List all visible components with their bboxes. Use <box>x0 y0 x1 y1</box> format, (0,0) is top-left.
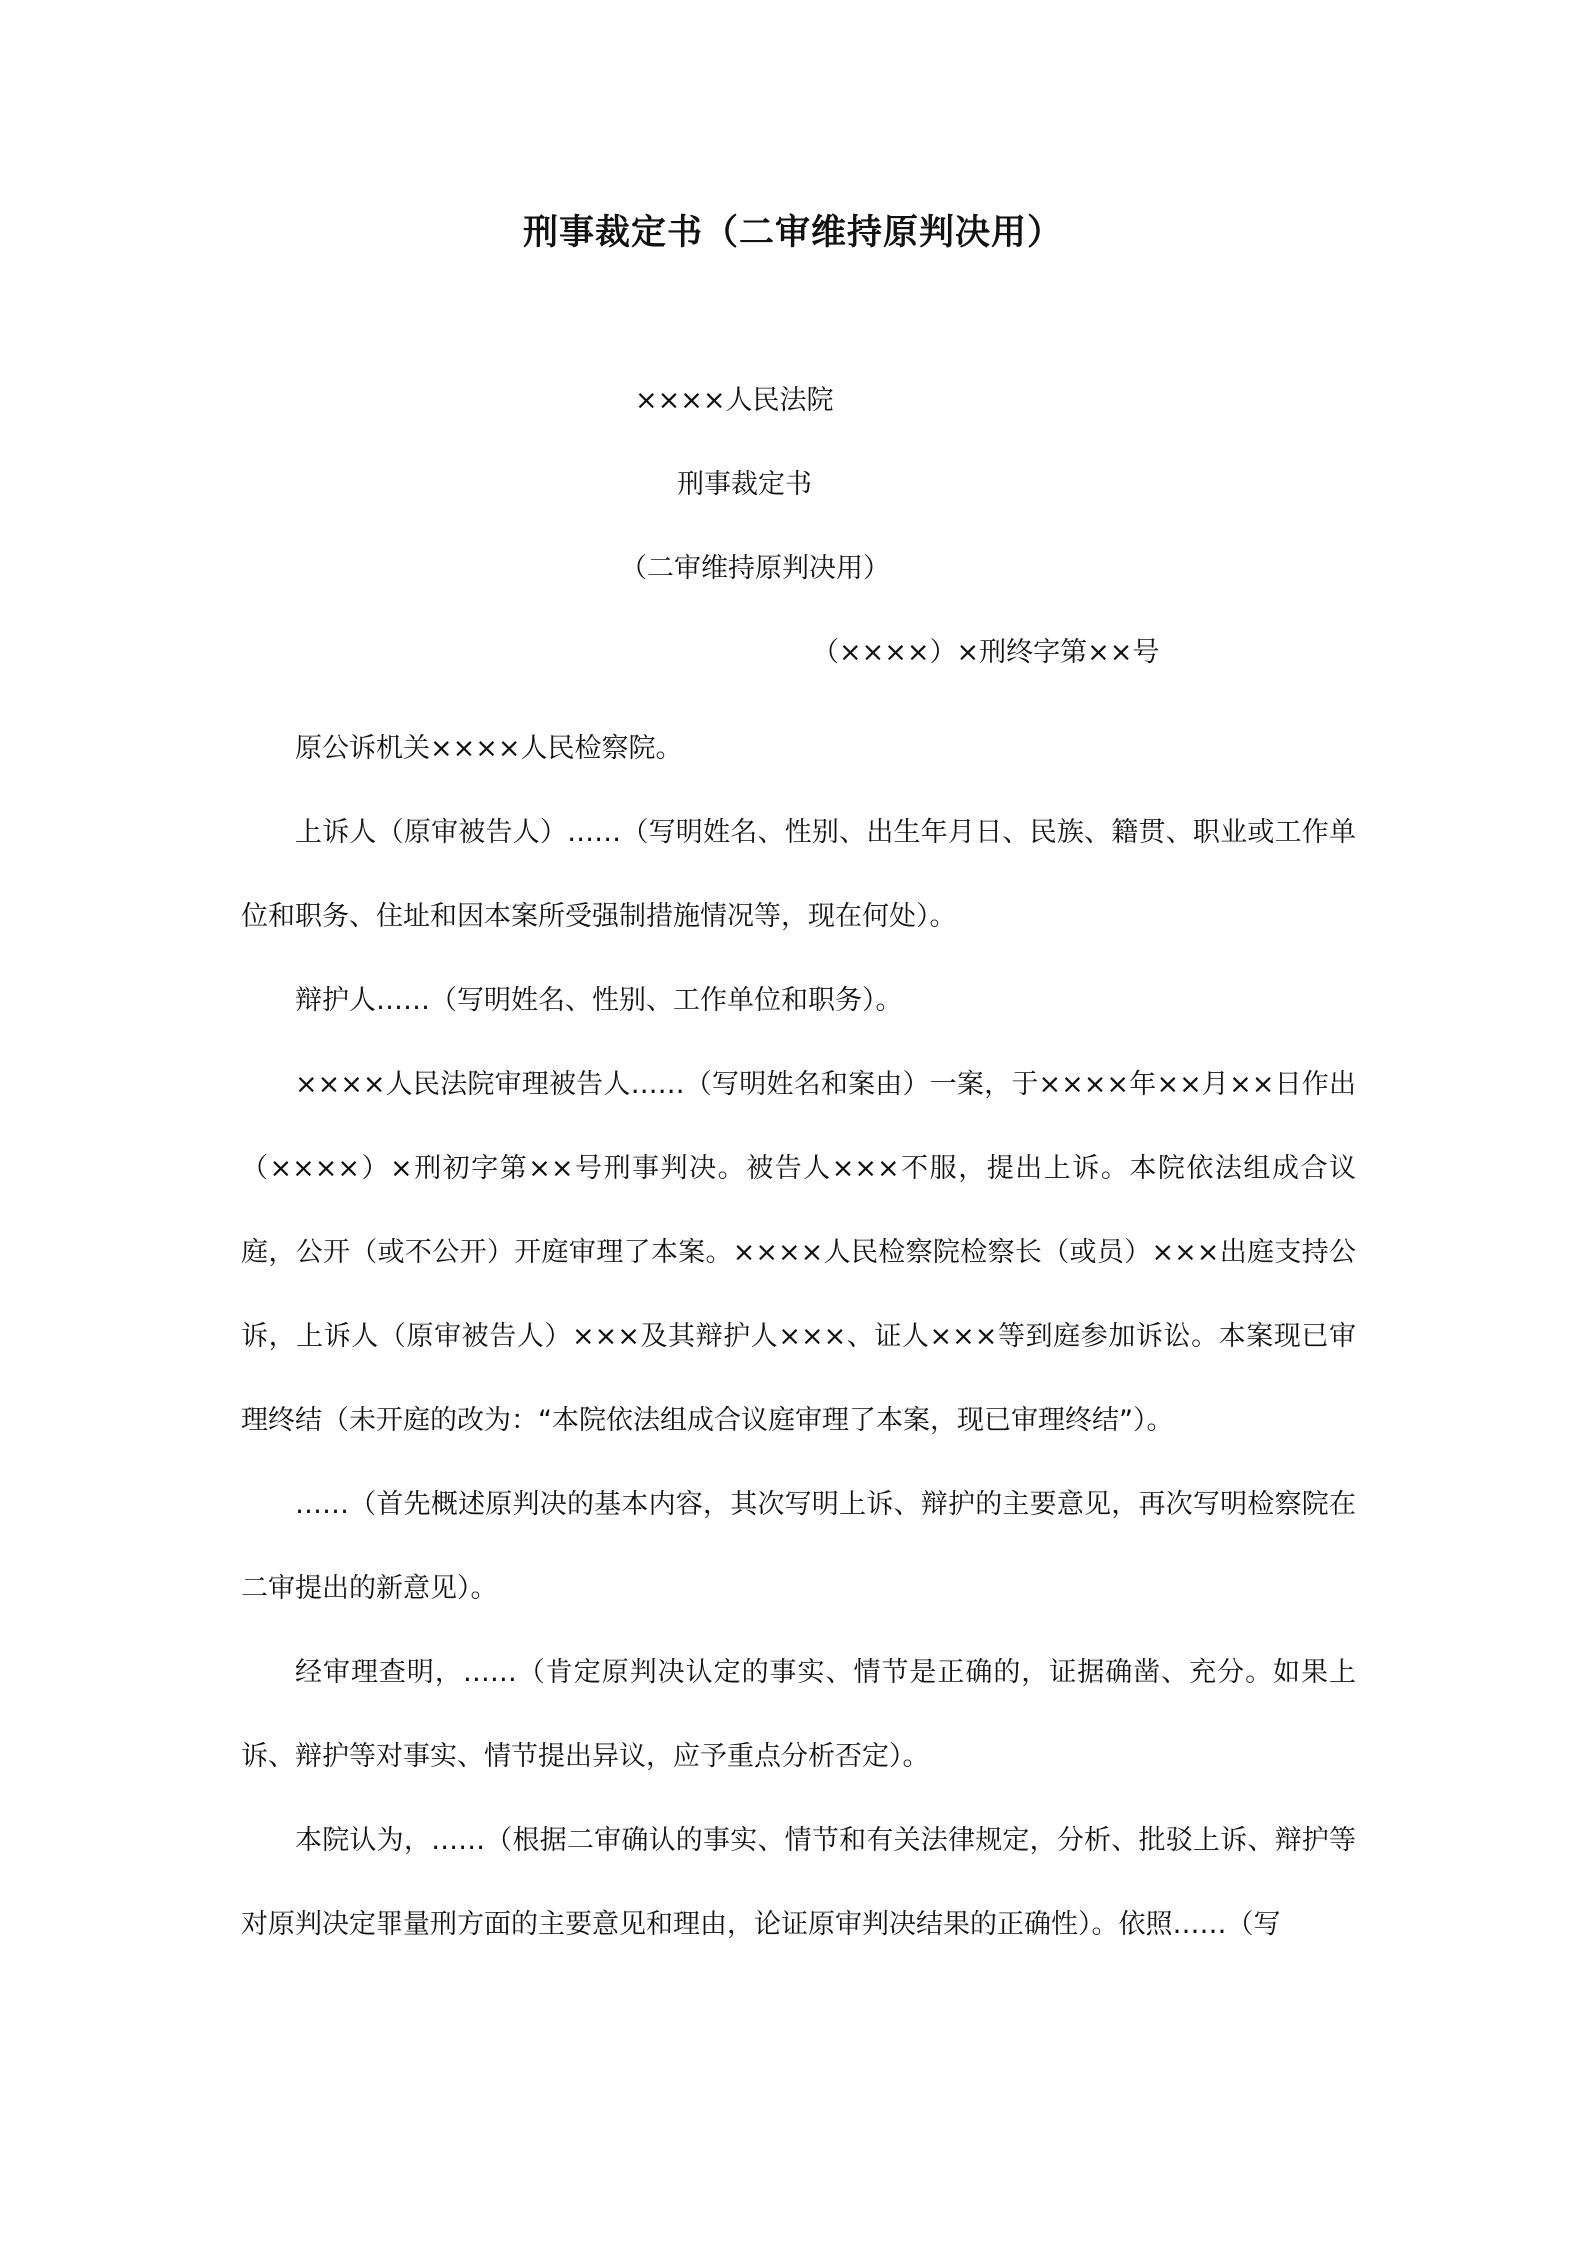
paragraph-findings: 经审理查明，……（肯定原判决认定的事实、情节是正确的，证据确凿、充分。如果上诉、辩护等对事实、情节提出异议，应予重点分析否定）。 <box>241 1657 1356 1772</box>
court-name: ××××人民法院 <box>635 385 834 416</box>
paragraph-case-history: ××××人民法院审理被告人……（写明姓名和案由）一案，于××××年××月××日作出（××××）×刑初字第××号刑事判决。被告人×××不服，提出上诉。本院依法组成合议庭，公开（或不公开）开庭审理了本案。××××人民检察院检察长（或员）×××出庭支持公诉，上诉人（原审被告人）×××及其辩护人×××、证人×××等到庭参加诉讼。本案现已审理终结（未开庭的改为：“本院依法组成合议庭审理了本案，现已审理终结”）。 <box>241 1069 1356 1436</box>
document-title: 刑事裁定书（二审维持原判决用） <box>522 213 1063 253</box>
paragraph-defender: 辩护人……（写明姓名、性别、工作单位和职务）。 <box>295 985 903 1016</box>
case-number: （××××）×刑终字第××号 <box>812 637 1160 668</box>
document-subtype-heading: （二审维持原判决用） <box>620 553 890 584</box>
paragraph-prosecution: 原公诉机关××××人民检察院。 <box>295 733 683 764</box>
document-body <box>241 707 1356 1967</box>
paragraph-opinions-summary: ……（首先概述原判决的基本内容，其次写明上诉、辩护的主要意见，再次写明检察院在二审提出的新意见）。 <box>241 1489 1356 1604</box>
document-type-heading: 刑事裁定书 <box>677 469 812 500</box>
paragraph-appellant: 上诉人（原审被告人）……（写明姓名、性别、出生年月日、民族、籍贯、职业或工作单位和职务、住址和因本案所受强制措施情况等，现在何处）。 <box>241 817 1356 932</box>
paragraph-court-opinion: 本院认为，……（根据二审确认的事实、情节和有关法律规定，分析、批驳上诉、辩护等对原判决定罪量刑方面的主要意见和理由，论证原审判决结果的正确性）。依照……（写 <box>241 1825 1356 1940</box>
